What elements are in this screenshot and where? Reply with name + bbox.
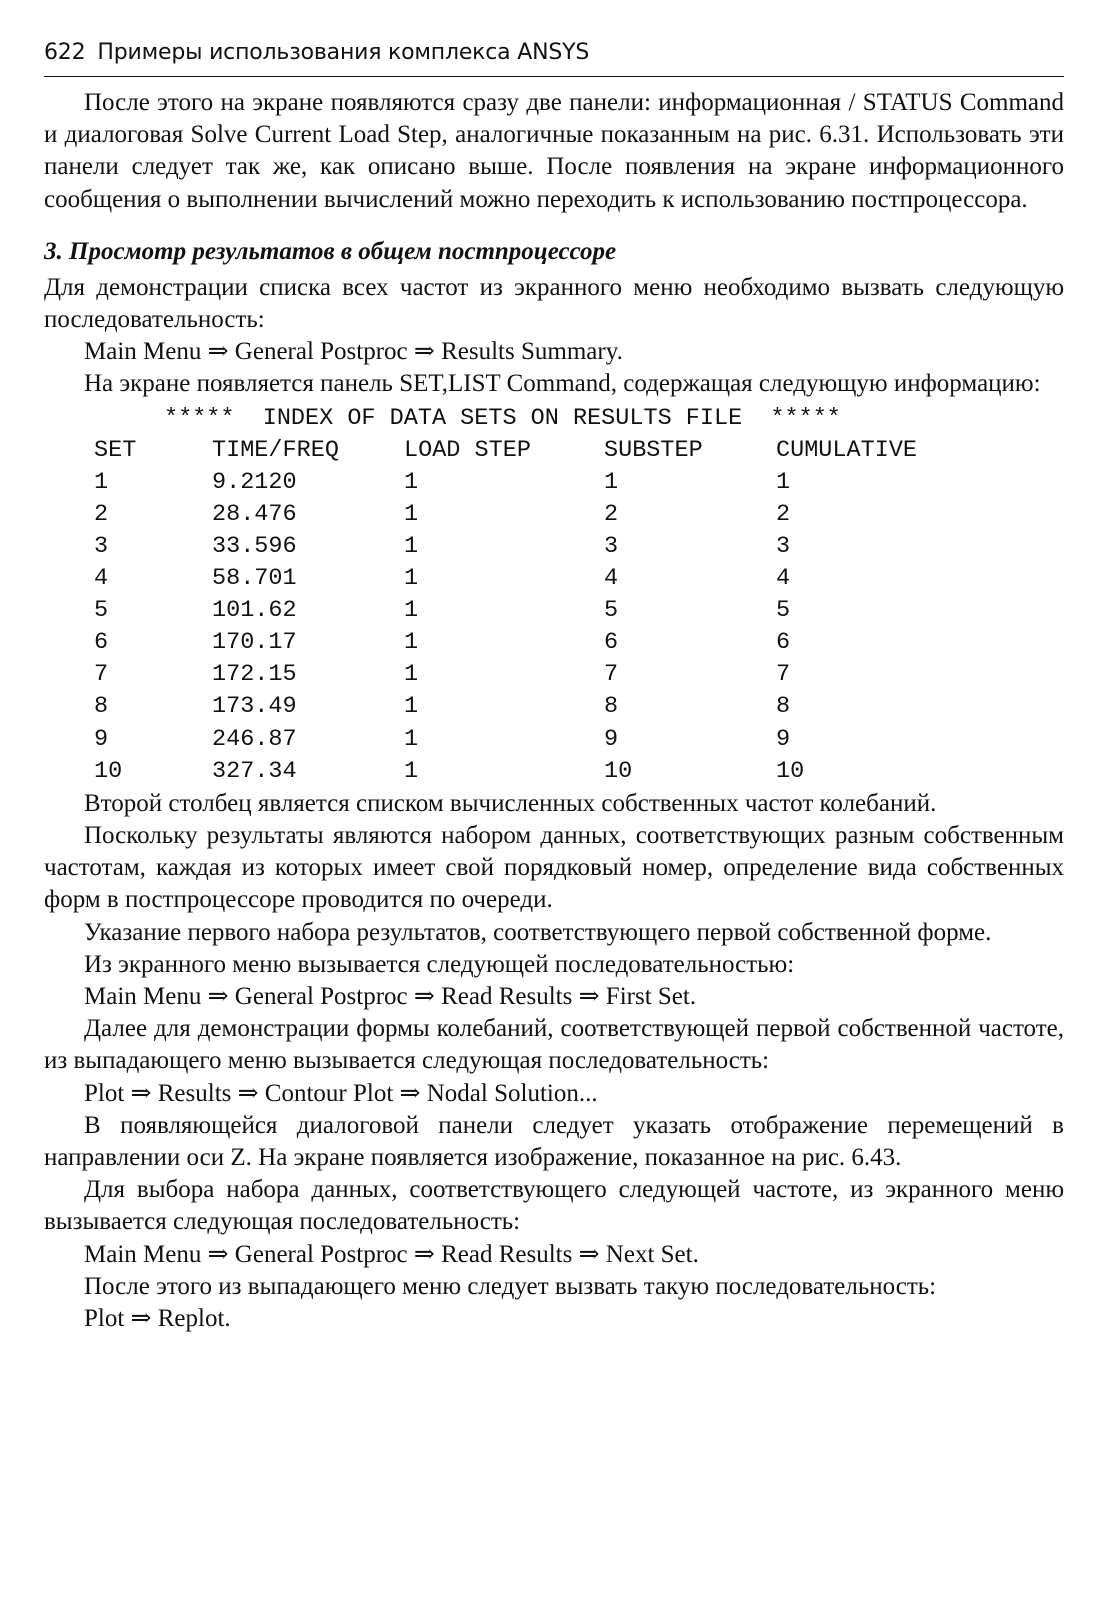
paragraph: После этого на экране появляются сразу две панели: информационная / STATUS Command и диалоговая Solve Current Load Step, аналогичные показанным на рис. 6.31. Использовать эти панели следует так же, как описано выше. После появления на экране информационного сообщения о выполнении вычислений можно переходить к использованию постпроцессора.	[44, 89, 1064, 213]
column-header: SUBSTEP	[604, 436, 703, 464]
data-sets-table	[44, 435, 946, 788]
load-step-cell: 1	[404, 565, 419, 593]
substep-cell: 4	[604, 565, 619, 593]
paragraph: Второй столбец является списком вычисленных собственных частот колебаний.	[84, 789, 937, 817]
set-cell: 3	[94, 533, 109, 560]
substep-cell: 6	[604, 629, 619, 657]
load-step-cell: 1	[404, 533, 419, 560]
substep-cell: 3	[604, 533, 619, 560]
set-cell: 8	[94, 693, 109, 721]
paragraph: Далее для демонстрации формы колебаний, соответствующей первой собственной частоте, из выпадающего меню вызывается следующая последовательность:	[44, 1015, 1064, 1075]
table-row	[44, 627, 946, 659]
set-cell: 1	[94, 468, 109, 496]
section-heading: 3. Просмотр результатов в общем постпроцессоре	[44, 237, 617, 265]
listing-title: ***** INDEX OF DATA SETS ON RESULTS FILE *****	[164, 404, 841, 432]
paragraph: Для демонстрации списка всех частот из экранного меню необходимо вызвать следующую последовательность:	[44, 273, 1064, 334]
body-text	[44, 87, 1064, 1335]
cumulative-cell: 3	[776, 533, 791, 560]
cumulative-cell: 2	[776, 500, 791, 528]
freq-cell: 170.17	[212, 629, 297, 657]
table-body	[44, 467, 946, 788]
menu-path: Main Menu ⇒ General Postproc ⇒ Read Results ⇒ Next Set.	[84, 1240, 699, 1268]
substep-cell: 7	[604, 661, 619, 689]
table-row	[44, 724, 946, 756]
cumulative-cell: 8	[776, 693, 791, 721]
set-cell: 4	[94, 565, 109, 593]
table-row	[44, 531, 946, 563]
table-row	[44, 691, 946, 723]
freq-cell: 173.49	[212, 693, 297, 721]
set-cell: 5	[94, 597, 109, 625]
menu-path: Main Menu ⇒ General Postproc ⇒ Read Results ⇒ First Set.	[84, 982, 697, 1010]
cumulative-cell: 1	[776, 468, 791, 496]
freq-cell: 327.34	[212, 757, 297, 785]
load-step-cell: 1	[404, 468, 419, 496]
menu-path: Plot ⇒ Results ⇒ Contour Plot ⇒ Nodal Solution...	[84, 1079, 598, 1107]
cumulative-cell: 6	[776, 629, 791, 657]
substep-cell: 5	[604, 597, 619, 625]
set-cell: 6	[94, 629, 109, 657]
freq-cell: 246.87	[212, 725, 297, 753]
page-number: 622	[44, 40, 86, 65]
set-cell: 2	[94, 500, 109, 528]
paragraph: Для выбора набора данных, соответствующего следующей частоте, из экранного меню вызывается следующая последовательность:	[44, 1176, 1064, 1236]
running-title: Примеры использования комплекса ANSYS	[97, 40, 590, 65]
freq-cell: 172.15	[212, 661, 297, 689]
freq-cell: 101.62	[212, 597, 297, 625]
cumulative-cell: 9	[776, 725, 791, 753]
load-step-cell: 1	[404, 661, 419, 689]
paragraph: В появляющейся диалоговой панели следует указать отображение перемещений в направлении оси Z. На экране появляется изображение, показанное на рис. 6.43.	[44, 1111, 1064, 1171]
table-row	[44, 467, 946, 499]
column-header: CUMULATIVE	[776, 436, 918, 464]
paragraph: Из экранного меню вызывается следующей последовательностью:	[84, 950, 795, 978]
freq-cell: 28.476	[212, 500, 297, 528]
table-row	[44, 756, 946, 788]
table-row	[44, 595, 946, 627]
table-row	[44, 659, 946, 691]
set-cell: 10	[94, 757, 123, 785]
results-listing	[44, 403, 1064, 788]
substep-cell: 9	[604, 725, 619, 753]
load-step-cell: 1	[404, 757, 419, 785]
cumulative-cell: 4	[776, 565, 791, 593]
set-cell: 9	[94, 725, 109, 753]
column-header: SET	[94, 436, 137, 464]
freq-cell: 58.701	[212, 565, 297, 593]
menu-path: Main Menu ⇒ General Postproc ⇒ Results Summary.	[84, 338, 623, 366]
load-step-cell: 1	[404, 629, 419, 657]
running-header	[44, 36, 1064, 77]
cumulative-cell: 5	[776, 597, 791, 625]
book-page	[44, 36, 1064, 1335]
cumulative-cell: 7	[776, 661, 791, 689]
substep-cell: 8	[604, 693, 619, 721]
cumulative-cell: 10	[776, 757, 805, 785]
substep-cell: 1	[604, 468, 619, 496]
table-header-row	[44, 435, 946, 467]
substep-cell: 2	[604, 500, 619, 528]
column-header: LOAD STEP	[404, 436, 531, 464]
table-row	[44, 499, 946, 531]
load-step-cell: 1	[404, 500, 419, 528]
paragraph: После этого из выпадающего меню следует вызвать такую последовательность:	[84, 1272, 937, 1300]
set-cell: 7	[94, 661, 109, 689]
load-step-cell: 1	[404, 597, 419, 625]
freq-cell: 33.596	[212, 533, 297, 560]
load-step-cell: 1	[404, 725, 419, 753]
load-step-cell: 1	[404, 693, 419, 721]
table-row	[44, 563, 946, 595]
menu-path: Plot ⇒ Replot.	[84, 1305, 231, 1332]
substep-cell: 10	[604, 757, 633, 785]
paragraph: На экране появляется панель SET,LIST Command, содержащая следующую информацию:	[84, 370, 1041, 398]
paragraph: Поскольку результаты являются набором данных, соответствующих разным собственным частотам, каждая из которых имеет свой порядковый номер, определение вида собственных форм в постпроцессоре проводится по очереди.	[44, 821, 1064, 914]
column-header: TIME/FREQ	[212, 436, 339, 464]
freq-cell: 9.2120	[212, 468, 297, 496]
paragraph: Указание первого набора результатов, соответствующего первой собственной форме.	[84, 918, 992, 946]
